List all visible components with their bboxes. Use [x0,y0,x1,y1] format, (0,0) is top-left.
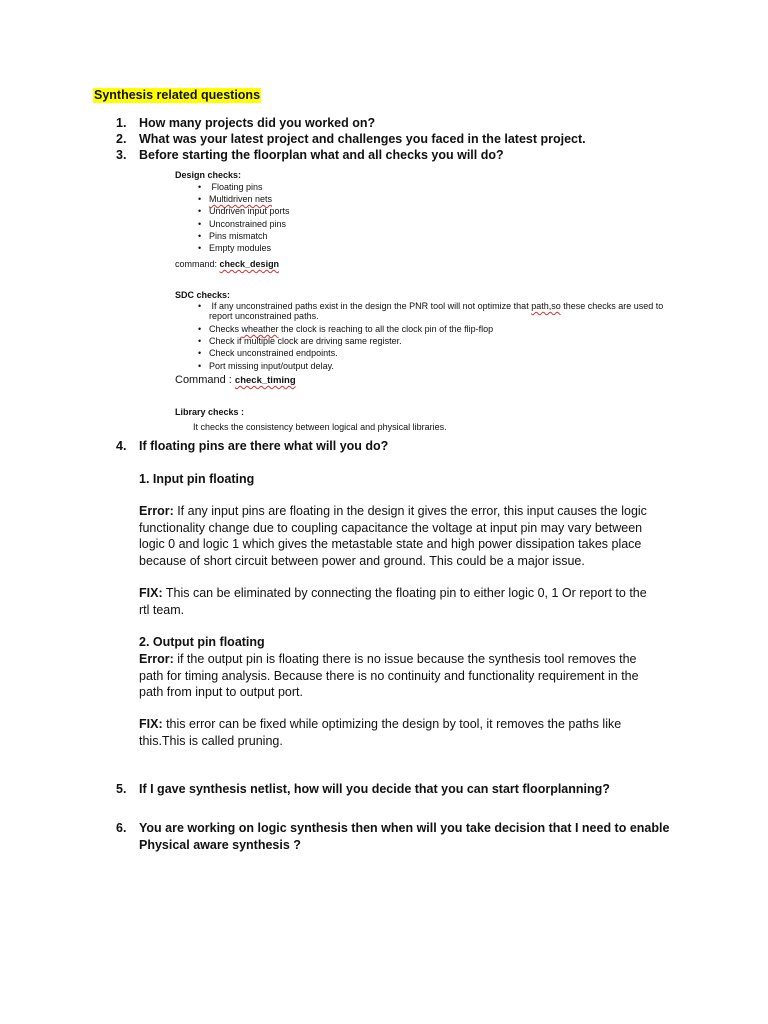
question-5: 5. If I gave synthesis netlist, how will you decide that you can start floorplanning? [116,782,610,796]
list-item-continuation: report unconstrained paths. [209,311,319,321]
input-floating-fix: FIX: This can be eliminated by connecting the floating pin to either logic 0, 1 Or report to the rtl team. [139,586,647,617]
design-checks-list [198,181,290,254]
section-title: Synthesis related questions [94,88,261,102]
list-item: • If any unconstrained paths exist in the design the PNR tool will not optimize that path,so these checks are used to [198,301,664,311]
sdc-command: Command : check_timing [175,374,296,386]
output-floating-heading: 2. Output pin floating [139,635,265,649]
list-item: • Checks wheather the clock is reaching to all the clock pin of the flip-flop [198,324,494,334]
list-item: • Multidriven nets [198,194,273,205]
design-checks-heading: Design checks: [175,170,242,180]
design-command: command: check_design [175,259,280,269]
library-checks-heading: Library checks : [175,407,245,417]
sdc-checks-list [198,301,663,372]
question-2: 2. What was your latest project and challenges you faced in the latest project. [116,132,586,146]
input-floating-heading: 1. Input pin floating [139,472,255,486]
question-6: 6. You are working on logic synthesis then when will you take decision that I need to enable Physical aware synthesis ? [116,821,670,852]
library-checks-text: It checks the consistency between logical and physical libraries. [193,422,447,432]
question-3: 3. Before starting the floorplan what and all checks you will do? [116,148,504,162]
question-1: 1. How many projects did you worked on? [116,116,376,130]
list-item: • Port missing input/output delay. [198,360,334,371]
list-item: • Empty modules [198,242,272,253]
question-4: 4. If floating pins are there what will you do? [116,439,389,453]
list-item: • Undriven input ports [198,206,290,217]
output-floating-error: Error: if the output pin is floating there is no issue because the synthesis tool removes the path for timing analysis. Because there is no continuity and functionality requirement in the path from input to output port. [139,652,639,699]
list-item: • Unconstrained pins [198,218,287,229]
sdc-checks-heading: SDC checks: [175,290,231,300]
list-item: • Check unconstrained endpoints. [198,348,338,359]
list-item: • Floating pins [198,182,263,192]
output-floating-fix: FIX: this error can be fixed while optimizing the design by tool, it removes the paths like this.This is called pruning. [139,717,622,748]
list-item: • Check if multiple clock are driving same register. [198,336,402,347]
input-floating-error: Error: If any input pins are floating in the design it gives the error, this input causes the logic functionality change due to coupling capacitance the voltage at input pin may vary between logic 0 and logic 1 which gives the metastable state and high power dissipation takes place because of short circuit between power and ground. This could be a major issue. [139,504,647,568]
list-item: • Pins mismatch [198,230,268,241]
